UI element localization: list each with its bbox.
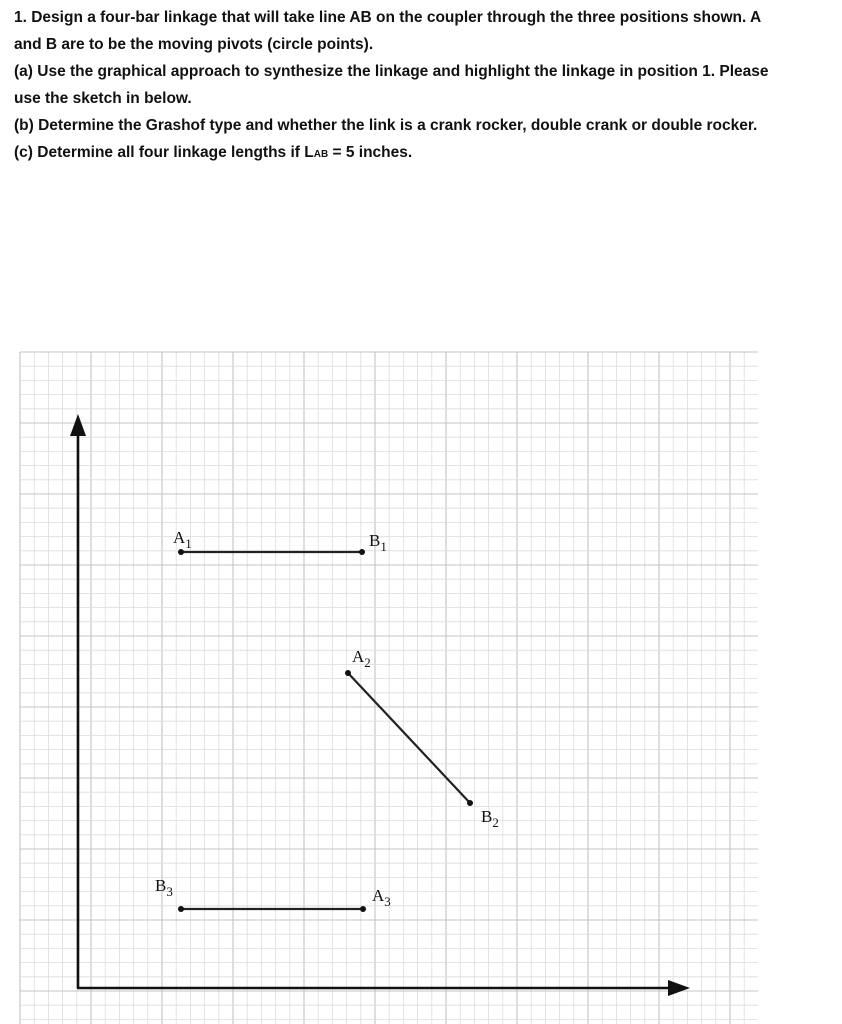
point-labels xyxy=(155,528,499,909)
label-a3: $A_3$ xyxy=(372,886,391,909)
part-b: (b) Determine the Grashof type and whether the link is a crank rocker, double crank or double rocker. xyxy=(14,117,758,134)
point-b2 xyxy=(467,800,473,806)
x-axis-arrow-icon xyxy=(668,980,690,996)
point-a3 xyxy=(360,906,366,912)
part-c-suffix: = 5 inches. xyxy=(328,144,413,161)
part-a-line-1: (a) Use the graphical approach to synthesize the linkage and highlight the linkage in position 1. Please xyxy=(14,63,769,80)
point-a1 xyxy=(178,549,184,555)
point-b3 xyxy=(178,906,184,912)
y-axis-arrow-icon xyxy=(70,414,86,436)
part-c xyxy=(14,139,834,168)
label-b3: $B_3$ xyxy=(155,876,173,899)
axes xyxy=(70,414,690,996)
label-a1: $A_1$ xyxy=(173,528,192,551)
part-a-line-2: use the sketch in below. xyxy=(14,90,192,107)
coupler-positions xyxy=(178,549,473,912)
part-c-prefix: (c) Determine all four linkage lengths if L xyxy=(14,144,314,161)
label-b1: $B_1$ xyxy=(369,531,387,554)
part-c-subscript: AB xyxy=(313,149,329,160)
point-a2 xyxy=(345,670,351,676)
label-b2: $B_2$ xyxy=(481,807,499,830)
linkage-sketch xyxy=(0,350,842,1024)
problem-line-1: 1. Design a four-bar linkage that will take line AB on the coupler through the three positions shown. A xyxy=(14,9,762,26)
point-b1 xyxy=(359,549,365,555)
problem-statement xyxy=(14,4,834,168)
grid-paper xyxy=(20,352,758,1024)
label-a2: $A_2$ xyxy=(352,647,371,670)
problem-line-2: and B are to be the moving pivots (circle points). xyxy=(14,36,374,53)
